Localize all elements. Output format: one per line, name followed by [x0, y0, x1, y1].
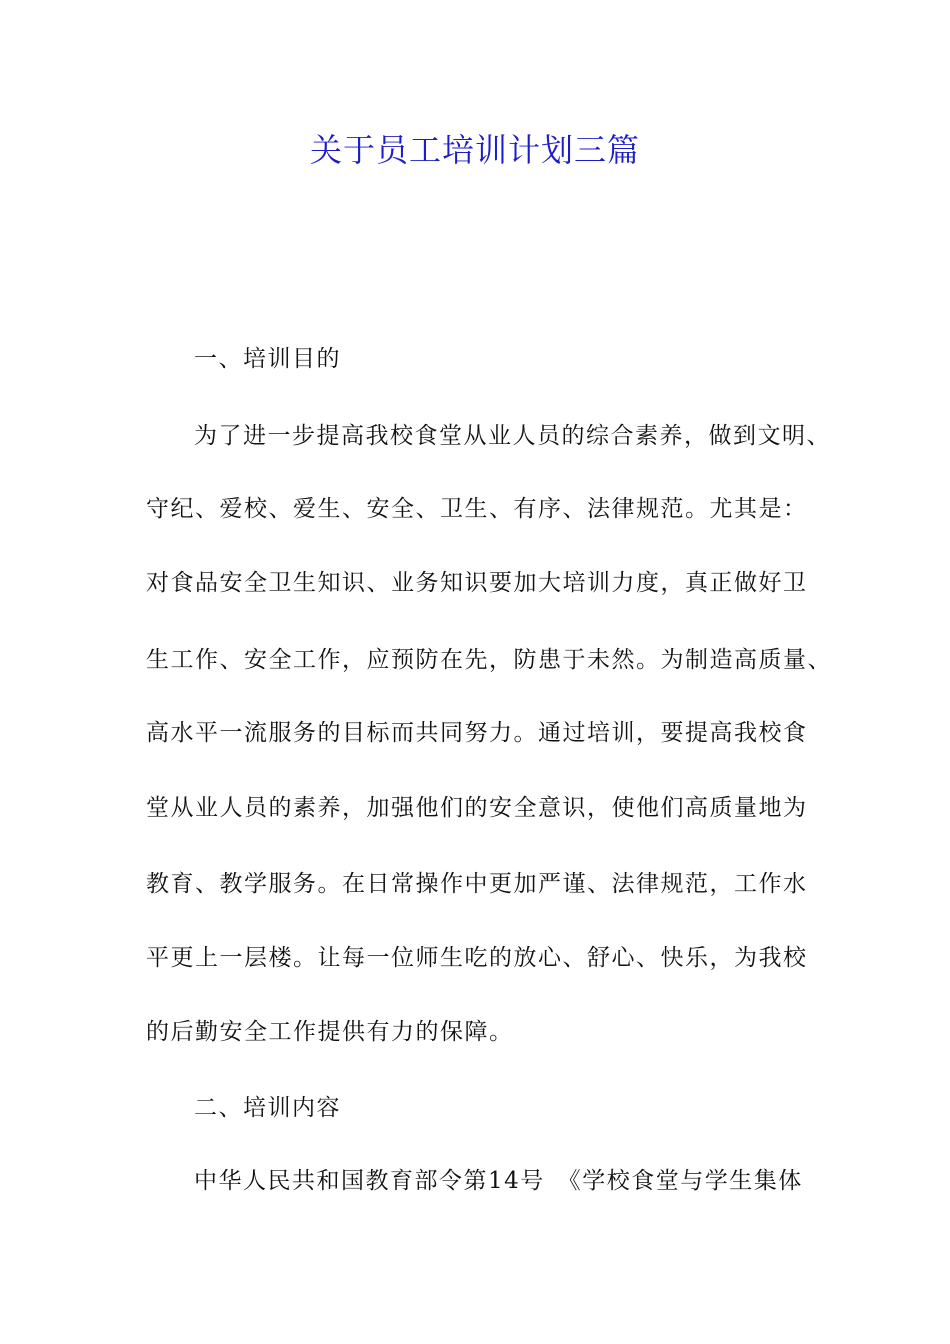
paragraph-line: 为了进一步提高我校食堂从业人员的综合素养，做到文明、: [194, 423, 831, 449]
paragraph-line: 守纪、爱校、爱生、安全、卫生、有序、法律规范。尤其是：: [146, 496, 808, 522]
paragraph-line: 高水平一流服务的目标而共同努力。通过培训，要提高我校食: [146, 720, 808, 746]
document-title: 关于员工培训计划三篇: [309, 131, 640, 169]
paragraph-line: 生工作、安全工作，应预防在先，防患于未然。为制造高质量、: [146, 647, 832, 673]
paragraph-line: 堂从业人员的素养，加强他们的安全意识，使他们高质量地为: [146, 795, 808, 821]
paragraph-line: 中华人民共和国教育部令第14号 《学校食堂与学生集体: [194, 1168, 803, 1194]
paragraph-line: 对食品安全卫生知识、业务知识要加大培训力度，真正做好卫: [146, 570, 808, 596]
section-heading-training-purpose: 一、培训目的: [194, 346, 341, 372]
section-heading-training-content: 二、培训内容: [194, 1095, 341, 1121]
paragraph-line: 平更上一层楼。让每一位师生吃的放心、舒心、快乐，为我校: [146, 945, 808, 971]
paragraph-line: 教育、教学服务。在日常操作中更加严谨、法律规范，工作水: [146, 871, 808, 897]
paragraph-line: 的后勤安全工作提供有力的保障。: [146, 1019, 514, 1045]
